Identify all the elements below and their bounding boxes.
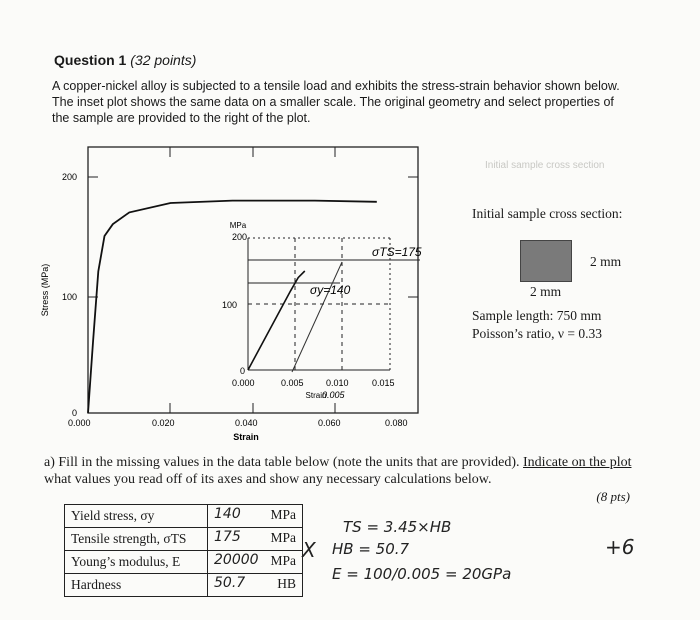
inset-y-tick: 0 (240, 366, 246, 376)
inset-x-tick: 0.010 (326, 378, 349, 388)
sample-heading: Initial sample cross section: (472, 206, 623, 221)
table-label: Tensile strength, σTS (65, 528, 208, 551)
part-a-text: Fill in the missing values in the data table below (note the units that are provided). (58, 455, 520, 470)
table-label: Yield stress, σy (65, 505, 208, 528)
ghost-text: Initial sample cross section (485, 160, 605, 171)
table-value-cell[interactable] (208, 551, 303, 574)
main-x-tick: 0.080 (385, 418, 408, 428)
annotation-strain: 0.005 (322, 390, 345, 400)
main-y-tick: 100 (62, 292, 78, 302)
main-x-label: Strain (233, 432, 259, 442)
part-a-prefix: a) (44, 455, 55, 470)
inset-x-label: Strain (305, 391, 327, 400)
sample-cross-section (520, 240, 572, 282)
table-label: Hardness (65, 574, 208, 597)
table-row (65, 551, 303, 574)
calc-hardness: HB = 50.7 (332, 540, 410, 558)
annotation-tensile-strength: σTS=175 (372, 245, 422, 259)
sample-side-vertical: 2 mm (590, 254, 622, 269)
table-row (65, 574, 303, 597)
inset-x-tick: 0.000 (232, 378, 255, 388)
main-x-tick: 0.020 (152, 418, 175, 428)
inset-y-label: MPa (229, 221, 247, 230)
properties-table (64, 504, 303, 597)
poisson-ratio: Poisson’s ratio, ν = 0.33 (472, 326, 602, 341)
calc-youngs-modulus: E = 100/0.005 = 20GPa (332, 565, 512, 583)
main-y-tick: 200 (62, 172, 78, 182)
handwritten-value: 20000 (214, 552, 259, 568)
annotation-yield-stress: σy=140 (310, 283, 351, 297)
handwritten-value: 140 (214, 506, 241, 522)
handwritten-value: 50.7 (214, 575, 246, 591)
table-unit: MPa (270, 530, 296, 545)
part-a-text-2: what values you read off of its axes and show any necessary calculations below. (44, 472, 492, 487)
table-unit: MPa (270, 507, 296, 522)
calc-tensile-strength: TS = 3.45×HB (343, 518, 452, 536)
table-row (65, 528, 303, 551)
table-value-cell[interactable] (208, 574, 303, 597)
main-x-tick: 0.040 (235, 418, 258, 428)
table-value-cell[interactable] (208, 528, 303, 551)
table-unit: MPa (270, 553, 296, 568)
table-value-cell[interactable] (208, 505, 303, 528)
sample-side-horizontal: 2 mm (530, 284, 562, 299)
question-points: (32 points) (130, 52, 197, 68)
part-a-instructions (44, 454, 644, 504)
table-unit: HB (277, 576, 296, 591)
inset-y-tick: 200 (232, 232, 248, 242)
table-label: Young’s modulus, E (65, 551, 208, 574)
main-y-label: Stress (MPa) (40, 263, 50, 317)
part-a-underlined: Indicate on the plot (523, 455, 632, 470)
question-text: A copper-nickel alloy is subjected to a tensile load and exhibits the stress-strain behavior shown below. The inset plot shows the same data on a smaller scale. The original geometry and select properties of the sample are provided to the right of the plot. (52, 79, 620, 125)
table-row (65, 505, 303, 528)
part-a-points: (8 pts) (596, 489, 630, 504)
handwritten-value: 175 (214, 529, 241, 545)
main-y-tick: 0 (72, 408, 78, 418)
main-x-tick: 0.060 (318, 418, 341, 428)
question-number: Question 1 (54, 52, 127, 68)
sample-length: Sample length: 750 mm (472, 308, 602, 323)
main-x-tick: 0.000 (68, 418, 91, 428)
inset-y-tick: 100 (222, 300, 238, 310)
calc-x-mark: X (302, 538, 316, 562)
grader-score: +6 (605, 535, 635, 559)
inset-x-tick: 0.005 (281, 378, 304, 388)
inset-x-tick: 0.015 (372, 378, 395, 388)
